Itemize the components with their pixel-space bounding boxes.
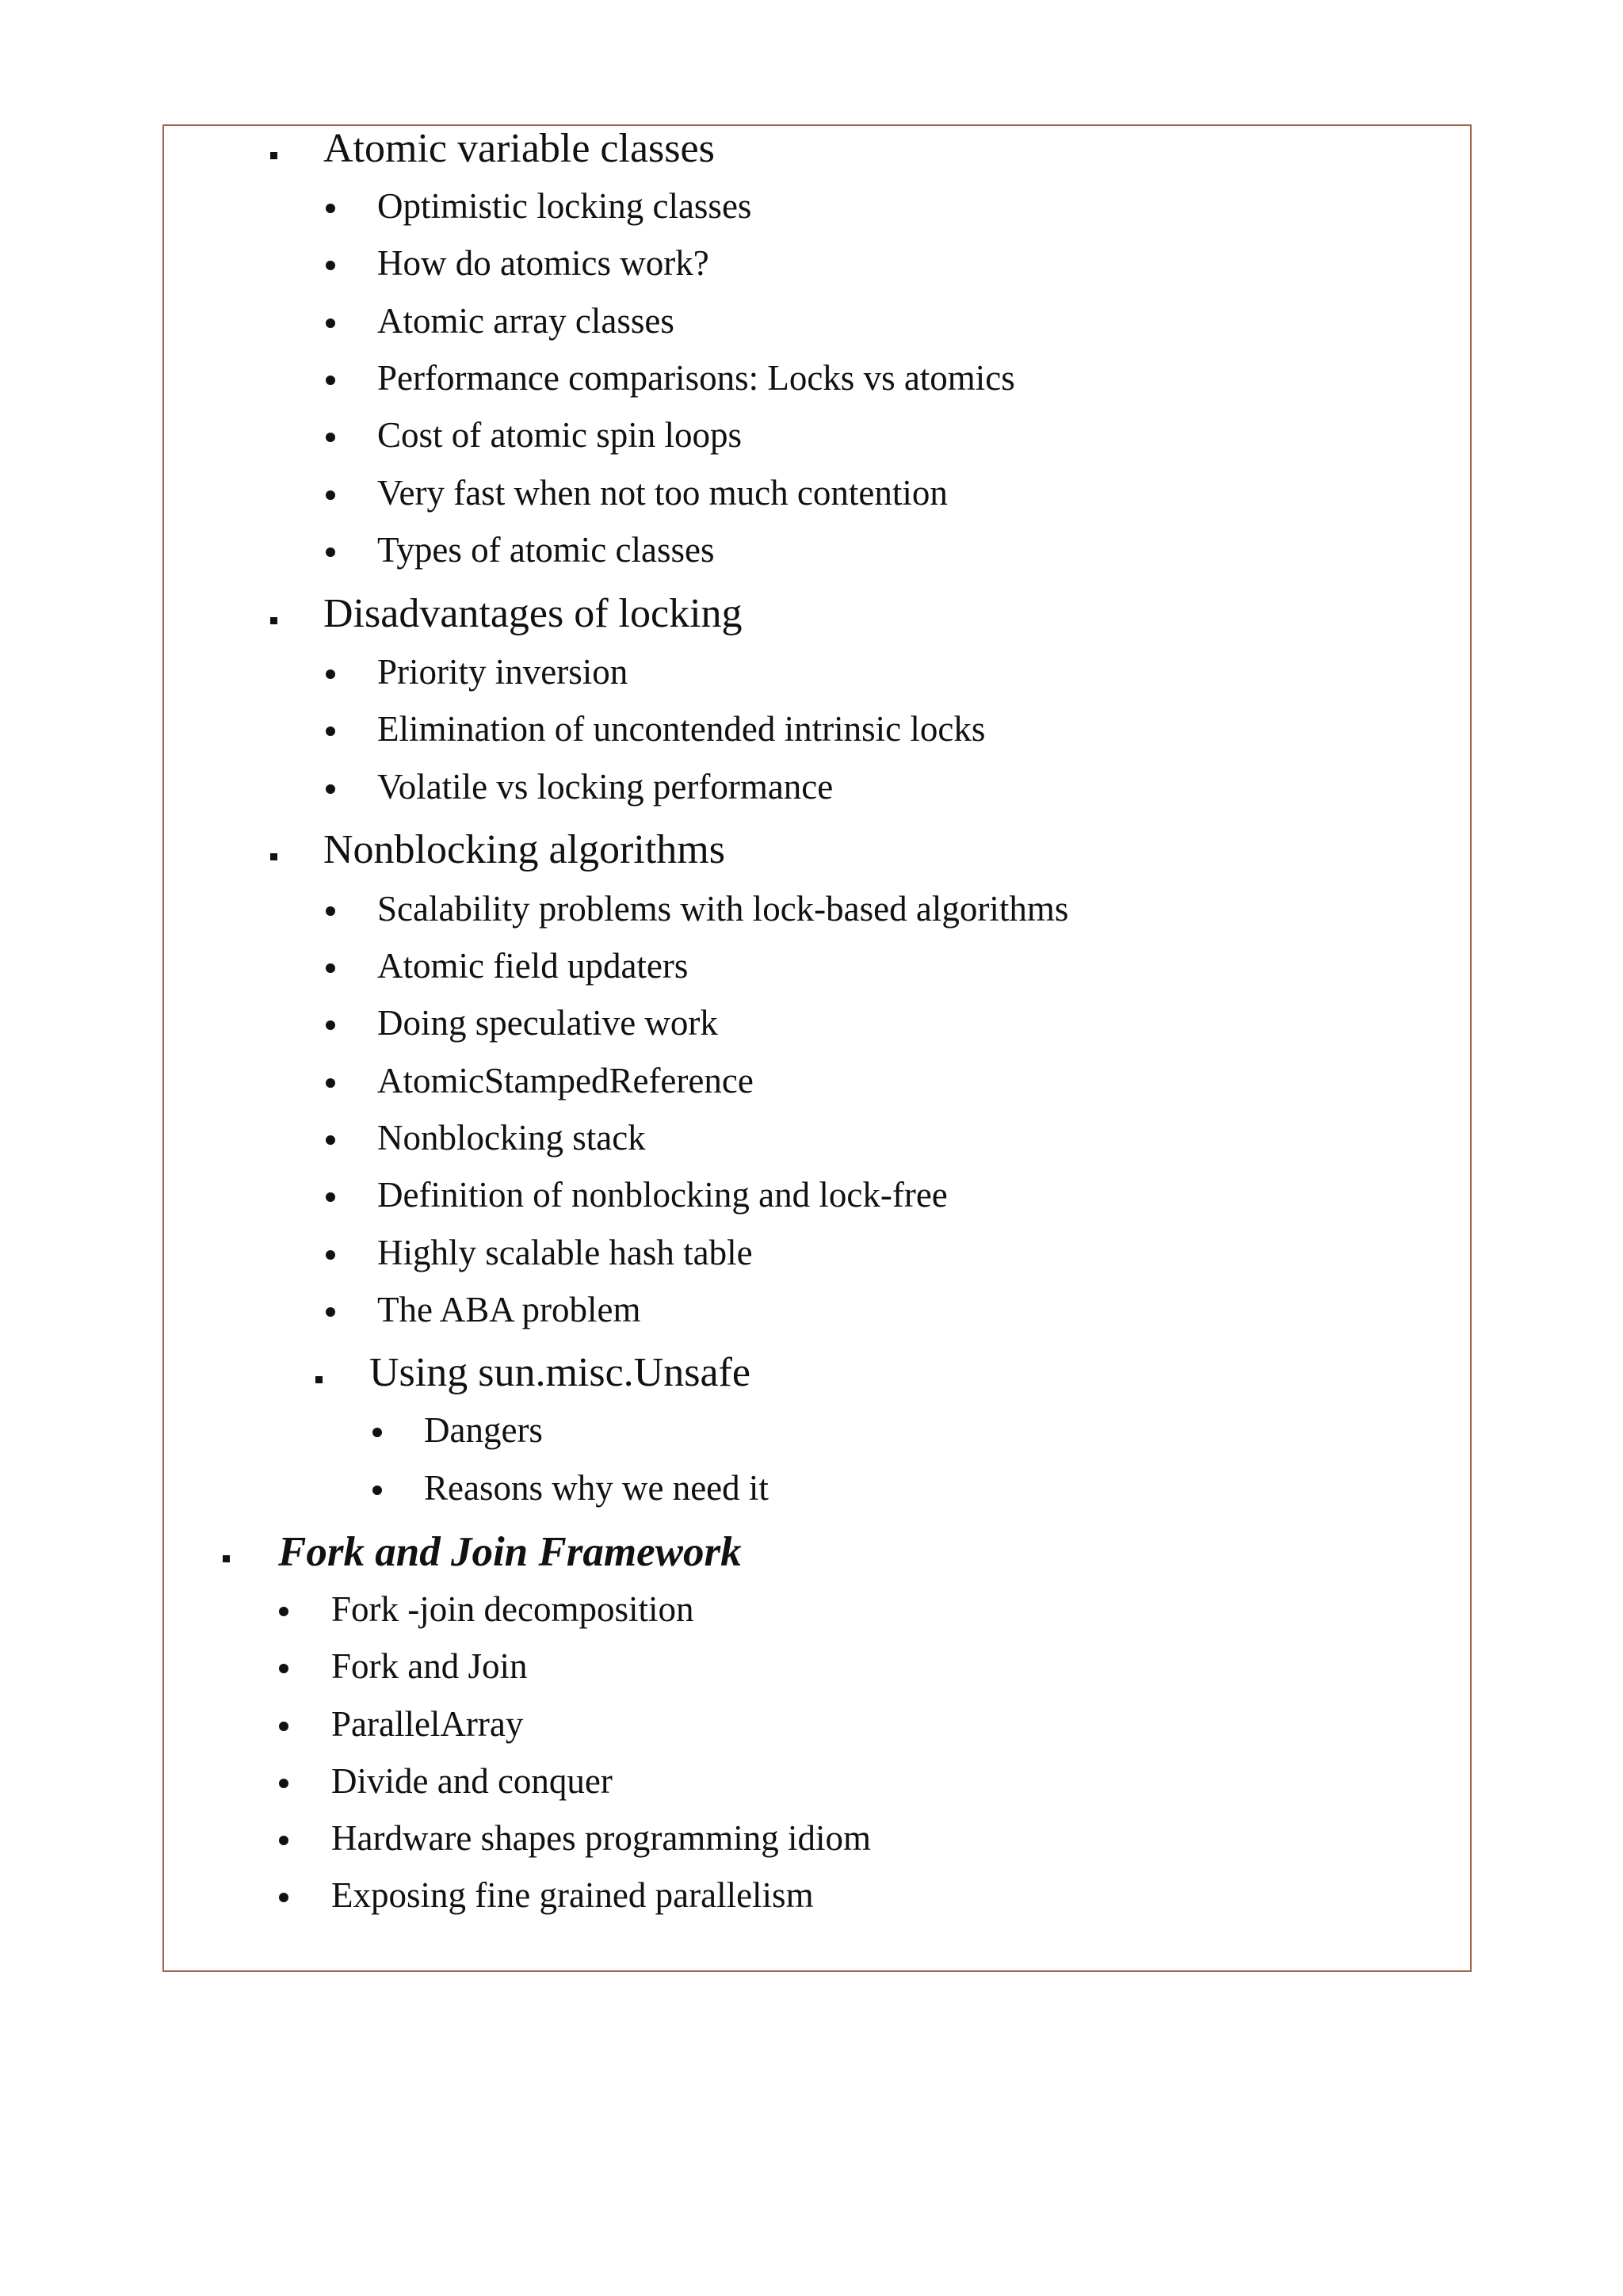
outline-majoritem-label: Exposing fine grained parallelism bbox=[331, 1875, 814, 1915]
outline-item-label: Elimination of uncontended intrinsic locks bbox=[377, 709, 986, 749]
square-bullet-icon bbox=[223, 1555, 230, 1562]
dot-bullet-icon bbox=[279, 1836, 288, 1845]
outline-heading-label: Atomic variable classes bbox=[323, 126, 715, 171]
square-bullet-icon bbox=[315, 1376, 323, 1383]
dot-bullet-icon bbox=[279, 1779, 288, 1788]
outline-majoritem-label: ParallelArray bbox=[331, 1704, 524, 1744]
outline-item-label: Highly scalable hash table bbox=[377, 1233, 753, 1272]
outline-item-label: AtomicStampedReference bbox=[377, 1061, 754, 1100]
dot-bullet-icon bbox=[326, 1192, 335, 1202]
dot-bullet-icon bbox=[326, 727, 335, 736]
outline-item-label: Performance comparisons: Locks vs atomics bbox=[377, 358, 1015, 398]
dot-bullet-icon bbox=[372, 1428, 382, 1437]
dot-bullet-icon bbox=[326, 547, 335, 557]
outline-item-label: How do atomics work? bbox=[377, 243, 709, 283]
dot-bullet-icon bbox=[279, 1722, 288, 1731]
dot-bullet-icon bbox=[326, 784, 335, 794]
dot-bullet-icon bbox=[372, 1486, 382, 1495]
outline-majoritem-label: Divide and conquer bbox=[331, 1761, 613, 1801]
dot-bullet-icon bbox=[326, 1135, 335, 1145]
dot-bullet-icon bbox=[326, 1078, 335, 1088]
dot-bullet-icon bbox=[279, 1664, 288, 1673]
dot-bullet-icon bbox=[326, 1250, 335, 1260]
dot-bullet-icon bbox=[326, 1020, 335, 1030]
outline-item-label: Nonblocking stack bbox=[377, 1118, 646, 1158]
outline-heading-label: Nonblocking algorithms bbox=[323, 827, 725, 872]
dot-bullet-icon bbox=[326, 261, 335, 270]
outline-subheading-label: Using sun.misc.Unsafe bbox=[369, 1350, 750, 1395]
square-bullet-icon bbox=[270, 853, 277, 860]
outline-item-label: Definition of nonblocking and lock-free bbox=[377, 1175, 948, 1215]
dot-bullet-icon bbox=[326, 376, 335, 385]
outline-subitem-label: Reasons why we need it bbox=[424, 1468, 769, 1508]
outline-majoritem-label: Hardware shapes programming idiom bbox=[331, 1818, 872, 1858]
outline-item-label: Atomic array classes bbox=[377, 301, 674, 341]
dot-bullet-icon bbox=[326, 433, 335, 442]
outline-item-label: Atomic field updaters bbox=[377, 946, 689, 986]
outline-item-label: Very fast when not too much contention bbox=[377, 473, 948, 513]
outline-item-label: Scalability problems with lock-based algorithms bbox=[377, 889, 1069, 929]
outline-majoritem-label: Fork -join decomposition bbox=[331, 1589, 694, 1629]
outline-item-label: Volatile vs locking performance bbox=[377, 767, 834, 807]
dot-bullet-icon bbox=[279, 1893, 288, 1902]
outline-item-label: Doing speculative work bbox=[377, 1003, 718, 1043]
dot-bullet-icon bbox=[326, 669, 335, 679]
outline-item-label: Cost of atomic spin loops bbox=[377, 415, 742, 455]
outline-item-label: Optimistic locking classes bbox=[377, 186, 752, 226]
outline-subitem-label: Dangers bbox=[424, 1410, 543, 1450]
outline-major-label: Fork and Join Framework bbox=[278, 1529, 742, 1575]
outline-majoritem-label: Fork and Join bbox=[331, 1646, 528, 1686]
outline-item-label: Types of atomic classes bbox=[377, 530, 715, 570]
outline-item-label: Priority inversion bbox=[377, 652, 628, 692]
dot-bullet-icon bbox=[326, 906, 335, 916]
outline-heading-label: Disadvantages of locking bbox=[323, 591, 743, 636]
dot-bullet-icon bbox=[326, 318, 335, 328]
dot-bullet-icon bbox=[326, 1307, 335, 1317]
outline-item-label: The ABA problem bbox=[377, 1290, 641, 1329]
dot-bullet-icon bbox=[326, 490, 335, 500]
dot-bullet-icon bbox=[326, 204, 335, 213]
dot-bullet-icon bbox=[279, 1607, 288, 1616]
square-bullet-icon bbox=[270, 617, 277, 624]
square-bullet-icon bbox=[270, 152, 277, 159]
content-frame bbox=[162, 124, 1472, 1972]
dot-bullet-icon bbox=[326, 963, 335, 973]
